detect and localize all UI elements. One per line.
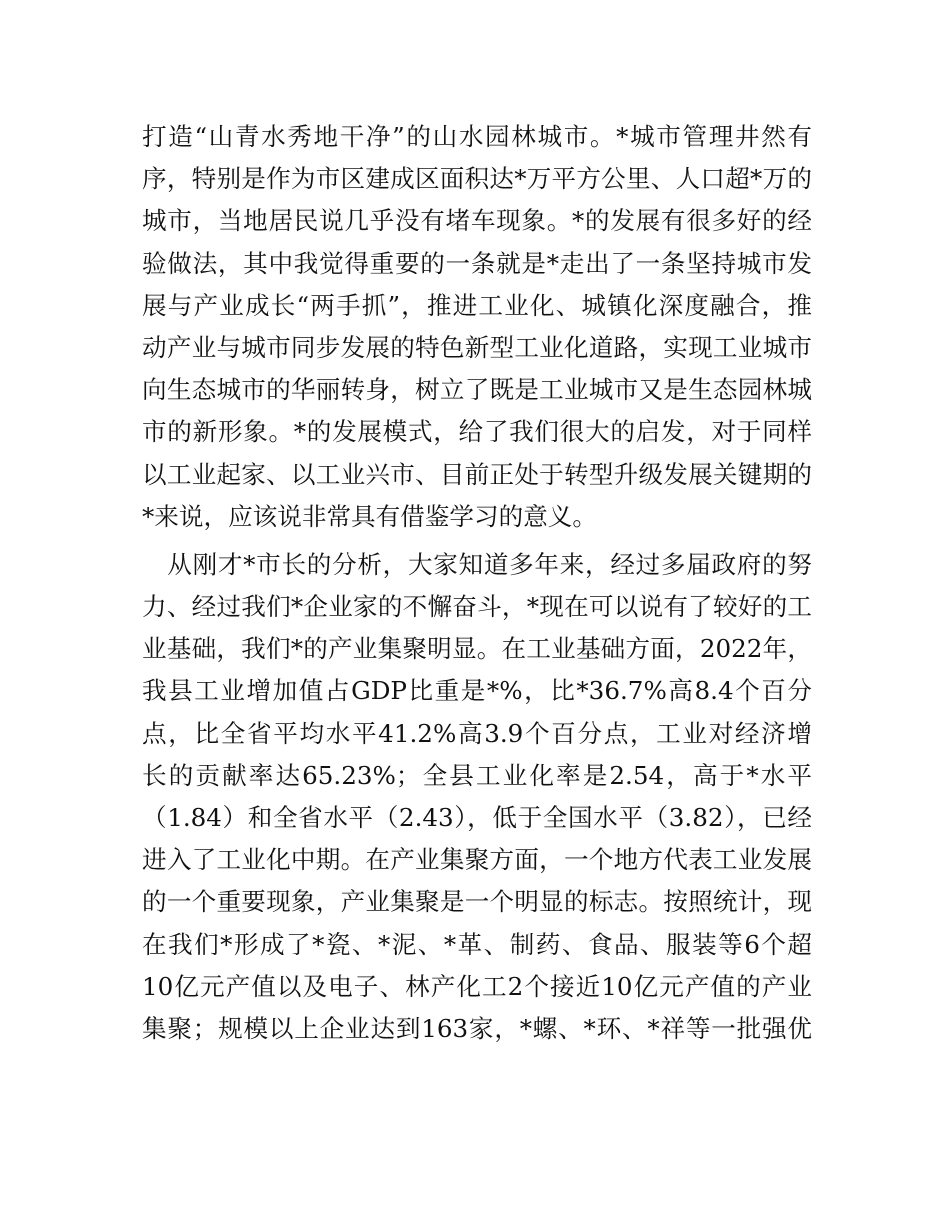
text-line: 业基础，我们*的产业集聚明显。在工业基础方面，2022年， [142,634,812,664]
text-line: 验做法，其中我觉得重要的一条就是*走出了一条坚持城市发 [142,248,812,278]
text-line: 序，特别是作为市区建成区面积达*万平方公里、人口超*万的 [142,164,812,194]
text-line: 向生态城市的华丽转身，树立了既是工业城市又是生态园林城 [142,375,812,405]
text-line: 点，比全省平均水平41.2%高3.9个百分点，工业对经济增 [142,718,812,748]
text-line: 我县工业增加值占GDP比重是*%，比*36.7%高8.4个百分 [142,676,812,706]
text-line: *来说，应该说非常具有借鉴学习的意义。 [142,501,597,531]
text-line: 以工业起家、以工业兴市、目前正处于转型升级发展关键期的 [142,459,812,489]
text-line: 城市，当地居民说几乎没有堵车现象。*的发展有很多好的经 [142,206,812,236]
text-line: 动产业与城市同步发展的特色新型工业化道路，实现工业城市 [142,332,812,362]
text-line: 10亿元产值以及电子、林产化工2个接近10亿元产值的产业 [142,971,812,1001]
body-text [142,116,812,1050]
text-line: 展与产业成长“两手抓”，推进工业化、城镇化深度融合，推 [142,290,812,320]
text-line: 市的新形象。*的发展模式，给了我们很大的启发，对于同样 [142,417,812,447]
text-line: 力、经过我们*企业家的不懈奋斗，*现在可以说有了较好的工 [142,592,812,622]
text-line: 从刚才*市长的分析，大家知道多年来，经过多届政府的努 [142,549,812,579]
text-line: 打造“山青水秀地干净”的山水园林城市。*城市管理井然有 [142,122,812,151]
text-line: 的一个重要现象，产业集聚是一个明显的标志。按照统计，现 [142,887,812,917]
text-line: 长的贡献率达65.23%；全县工业化率是2.54，高于*水平 [142,760,812,790]
paragraph-1 [142,116,812,538]
text-line: 进入了工业化中期。在产业集聚方面，一个地方代表工业发展 [142,845,812,875]
text-line: 在我们*形成了*瓷、*泥、*革、制药、食品、服装等6个超 [142,929,812,959]
text-line: 集聚；规模以上企业达到163家，*螺、*环、*祥等一批强优 [142,1013,812,1043]
paragraph-2 [142,544,812,1050]
text-line: （1.84）和全省水平（2.43），低于全国水平（3.82），已经 [142,803,812,832]
